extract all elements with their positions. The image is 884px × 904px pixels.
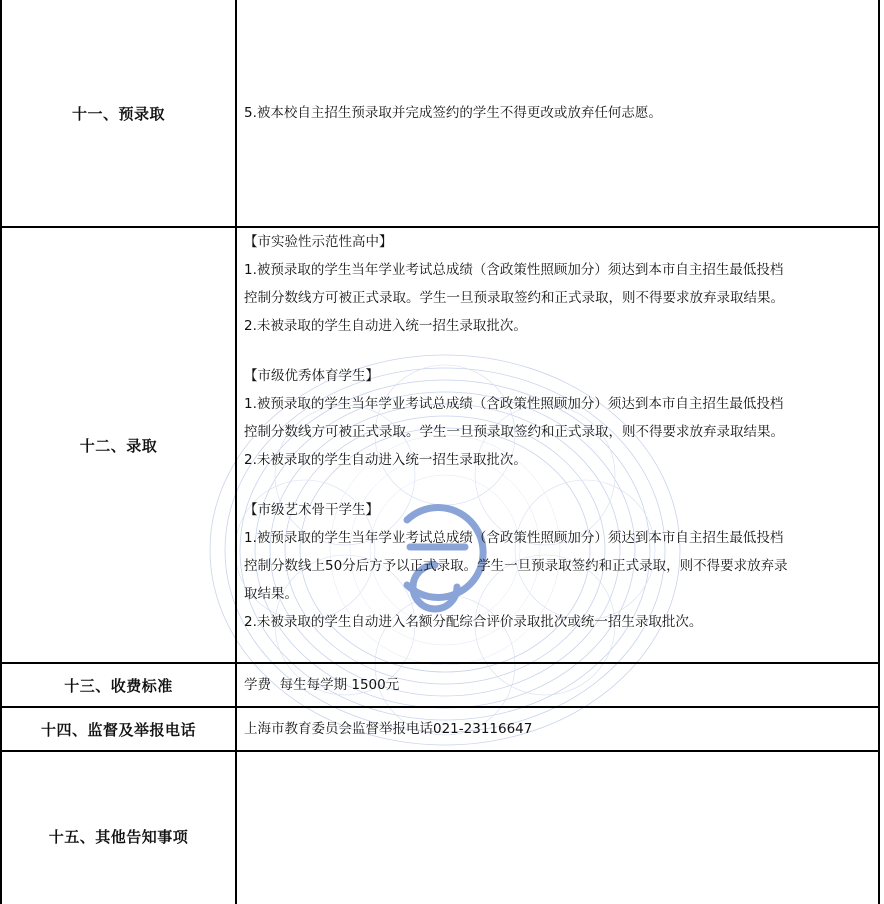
section-content-other-notices [236,751,879,904]
content-line: 控制分数线方可被正式录取。学生一旦预录取签约和正式录取，则不得要求放弃录取结果。 [244,290,784,306]
section-content-hotline [236,707,879,751]
content-line: 控制分数线方可被正式录取。学生一旦预录取签约和正式录取，则不得要求放弃录取结果。 [244,424,784,440]
content-line: 1.被预录取的学生当年学业考试总成绩（含政策性照顾加分）须达到本市自主招生最低投档 [244,262,784,278]
hotline-text: 上海市教育委员会监督举报电话021-23116647 [244,721,533,737]
section-content-fees [236,663,879,707]
table-row-hotline [1,707,879,751]
section-label-fees: 十三、收费标准 [1,663,236,707]
section-content-preadmission [236,0,879,227]
table-row-preadmission [1,0,879,227]
content-line: 控制分数线上50分后方予以正式录取。学生一旦预录取签约和正式录取，则不得要求放弃录 [244,558,788,574]
content-line: 取结果。 [244,586,298,602]
section-content-admission [236,227,879,663]
table-row-other-notices [1,751,879,904]
spacer [244,340,874,362]
content-line: 2.未被录取的学生自动进入名额分配综合评价录取批次或统一招生录取批次。 [244,614,703,630]
content-line: 1.被预录取的学生当年学业考试总成绩（含政策性照顾加分）须达到本市自主招生最低投档 [244,396,784,412]
section-label-preadmission: 十一、预录取 [1,0,236,227]
content-line: 2.未被录取的学生自动进入统一招生录取批次。 [244,452,527,468]
section-label-admission: 十二、录取 [1,227,236,663]
section-label-hotline: 十四、监督及举报电话 [1,707,236,751]
spacer [244,474,874,496]
table-row-admission [1,227,879,663]
content-line: 5.被本校自主招生预录取并完成签约的学生不得更改或放弃任何志愿。 [244,105,662,121]
group-heading-sports: 【市级优秀体育学生】 [244,368,379,384]
content-line: 1.被预录取的学生当年学业考试总成绩（含政策性照顾加分）须达到本市自主招生最低投档 [244,530,784,546]
content-line: 2.未被录取的学生自动进入统一招生录取批次。 [244,318,527,334]
fee-text: 学费 每生每学期 1500元 [244,677,400,693]
section-label-other-notices: 十五、其他告知事项 [1,751,236,904]
group-heading-experimental: 【市实验性示范性高中】 [244,234,393,250]
group-heading-arts: 【市级艺术骨干学生】 [244,502,379,518]
table-row-fees [1,663,879,707]
